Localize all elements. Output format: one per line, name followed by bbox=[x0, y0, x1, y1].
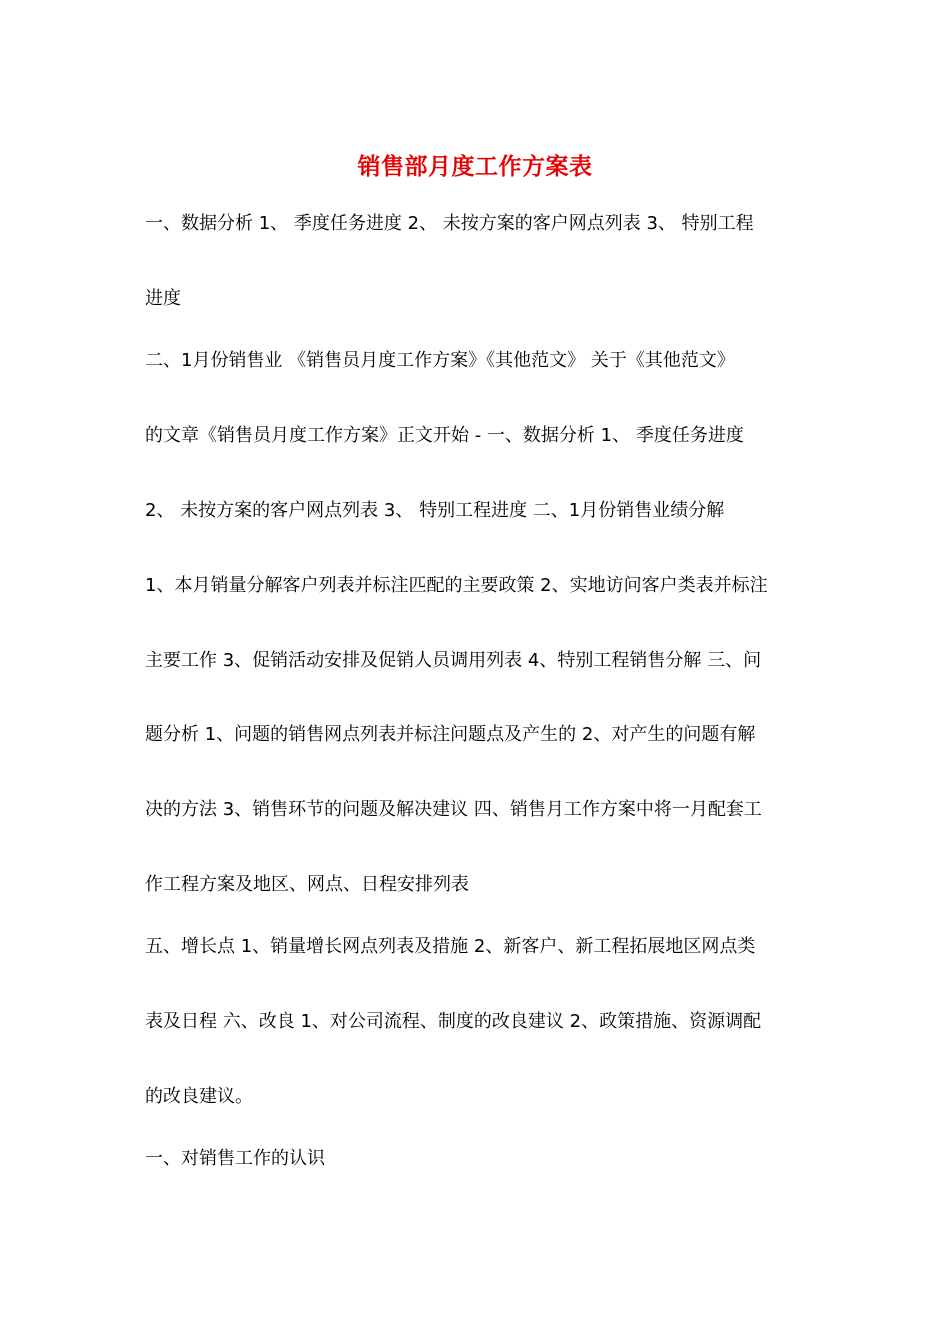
text-line-4: 的文章《销售员月度工作方案》正文开始 - 一、数据分析 1、 季度任务进度 bbox=[145, 425, 744, 446]
document-title: 销售部月度工作方案表 bbox=[357, 154, 593, 180]
text-line-12: 表及日程 六、改良 1、对公司流程、制度的改良建议 2、政策措施、资源调配 bbox=[145, 1011, 762, 1032]
text-line-1: 一、数据分析 1、 季度任务进度 2、 未按方案的客户网点列表 3、 特别工程 bbox=[145, 213, 754, 234]
text-line-2: 进度 bbox=[145, 288, 181, 309]
text-line-14: 一、对销售工作的认识 bbox=[145, 1148, 325, 1169]
text-line-9: 决的方法 3、销售环节的问题及解决建议 四、销售月工作方案中将一月配套工 bbox=[145, 799, 762, 820]
text-line-3: 二、1月份销售业 《销售员月度工作方案》《其他范文》 关于《其他范文》 bbox=[145, 350, 735, 371]
text-line-13: 的改良建议。 bbox=[145, 1086, 253, 1107]
text-line-7: 主要工作 3、促销活动安排及促销人员调用列表 4、特别工程销售分解 三、问 bbox=[145, 650, 762, 671]
text-line-6: 1、本月销量分解客户列表并标注匹配的主要政策 2、实地访问客户类表并标注 bbox=[145, 575, 768, 596]
text-line-8: 题分析 1、问题的销售网点列表并标注问题点及产生的 2、对产生的问题有解 bbox=[145, 724, 756, 745]
text-line-5: 2、 未按方案的客户网点列表 3、 特别工程进度 二、1月份销售业绩分解 bbox=[145, 500, 725, 521]
text-line-11: 五、增长点 1、销量增长网点列表及措施 2、新客户、新工程拓展地区网点类 bbox=[145, 936, 756, 957]
text-line-10: 作工程方案及地区、网点、日程安排列表 bbox=[145, 874, 469, 895]
